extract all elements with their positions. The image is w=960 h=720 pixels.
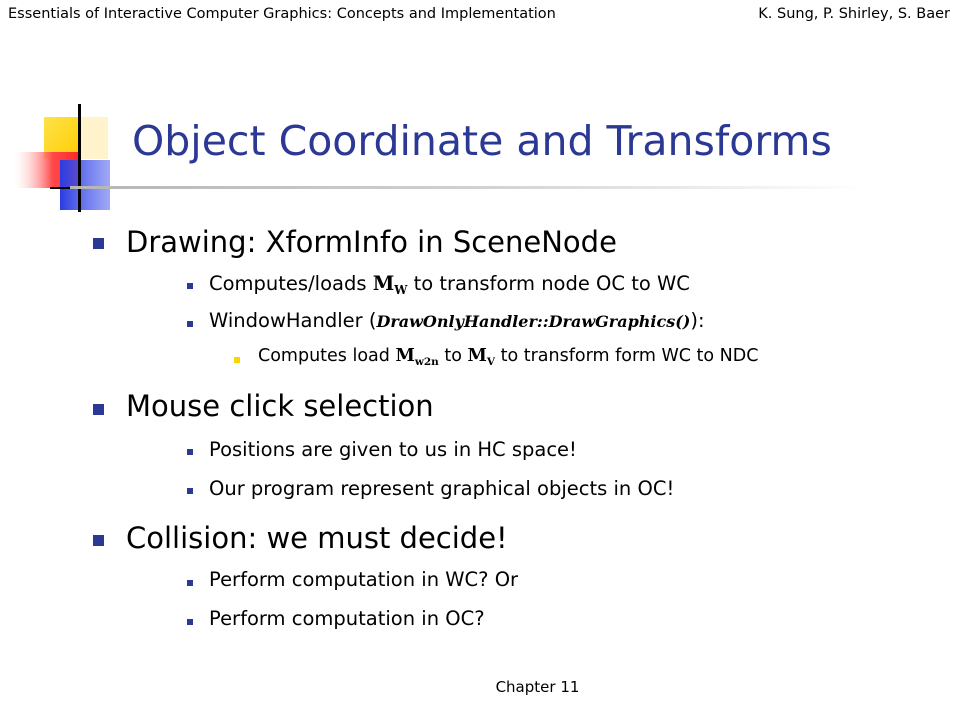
- decorative-squares-logo: [0, 0, 140, 230]
- sub-bullet-icon: [187, 619, 193, 625]
- header-course-title: Essentials of Interactive Computer Graphics: Concepts and Implementation: [8, 6, 556, 22]
- bullet-icon: [93, 238, 104, 249]
- sub-bullet-positions: Positions are given to us in HC space!: [209, 438, 577, 461]
- footer-chapter: Chapter 11: [495, 678, 580, 696]
- sub-bullet-perform-wc: Perform computation in WC? Or: [209, 568, 519, 591]
- bullet-icon: [93, 535, 104, 546]
- sub-bullet-icon: [187, 449, 193, 455]
- sub-bullet-perform-oc: Perform computation in OC?: [209, 607, 485, 630]
- slide-title: Object Coordinate and Transforms: [132, 117, 832, 165]
- sub-bullet-our-program: Our program represent graphical objects in OC!: [209, 477, 675, 500]
- sub-bullet-icon: [187, 283, 193, 289]
- title-divider: [70, 186, 870, 189]
- sub-sub-bullet-icon: [234, 357, 240, 363]
- sub-bullet-computes-loads: Computes/loads $M_W$ to transform node OC to WC: [209, 272, 690, 297]
- header-authors: K. Sung, P. Shirley, S. Baer: [758, 6, 950, 22]
- bullet-icon: [93, 404, 104, 415]
- bullet-mouse-click: Mouse click selection: [126, 389, 434, 423]
- sub-sub-bullet-computes-load: Computes load $M_{w2n}$ to $M_V$ to transform form WC to NDC: [258, 346, 759, 368]
- sub-bullet-icon: [187, 488, 193, 494]
- sub-bullet-icon: [187, 580, 193, 586]
- bullet-drawing: Drawing: XformInfo in SceneNode: [126, 225, 617, 259]
- bullet-collision: Collision: we must decide!: [126, 521, 508, 555]
- sub-bullet-windowhandler: WindowHandler (DrawOnlyHandler::DrawGraphics()):: [209, 309, 705, 332]
- sub-bullet-icon: [187, 321, 193, 327]
